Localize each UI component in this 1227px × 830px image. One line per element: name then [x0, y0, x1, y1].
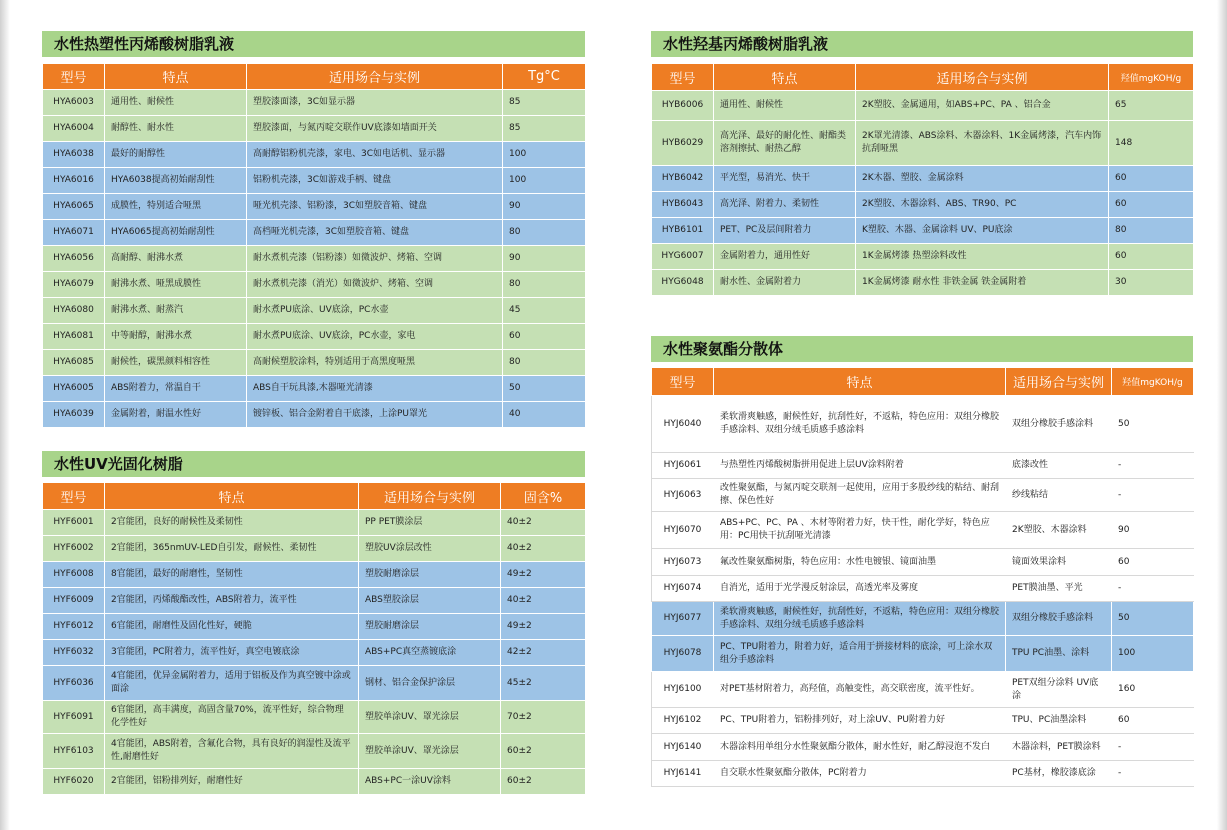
table-row — [652, 761, 1194, 787]
model-cell: HYJ6040 — [652, 396, 714, 453]
application-cell: 2K塑胶、金属通用，如ABS+PC、PA 、铝合金 — [856, 91, 1109, 121]
features-cell: 自交联水性聚氨酯分散体，PC附着力 — [714, 761, 1006, 787]
application-cell: 塑胶耐磨涂层 — [359, 614, 501, 640]
application-cell: ABS+PC一涂UV涂料 — [359, 769, 501, 795]
table-row — [652, 218, 1194, 244]
features-cell: 4官能团，ABS附着，含氟化合物，具有良好的润湿性及流平性,耐磨性好 — [105, 734, 359, 769]
section-title-uv: 水性UV光固化树脂 — [42, 451, 585, 477]
model-cell: HYJ6074 — [652, 576, 714, 602]
table-row — [652, 602, 1194, 636]
table-row — [652, 91, 1194, 121]
table-row — [43, 769, 586, 795]
section-title-polyurethane: 水性聚氨酯分散体 — [651, 336, 1193, 362]
value-cell: 100 — [503, 142, 586, 168]
value-cell: 80 — [503, 220, 586, 246]
application-cell: 纱线粘结 — [1006, 479, 1112, 512]
model-cell: HYA6085 — [43, 350, 105, 376]
features-cell: 4官能团，优异金属附着力，适用于铝板及作为真空镀中涂或面涂 — [105, 666, 359, 701]
application-cell: 耐水煮PU底涂、UV底涂，PC水壶 — [247, 298, 503, 324]
table-row — [43, 168, 586, 194]
application-cell: 底漆改性 — [1006, 453, 1112, 479]
value-cell: 85 — [503, 116, 586, 142]
table-row — [43, 536, 586, 562]
table-row — [652, 396, 1194, 453]
features-cell: 柔软滑爽触感，耐候性好，抗刮性好，不返粘，特色应用：双组分橡胶手感涂料、双组分绒毛质感手感涂料 — [714, 602, 1006, 636]
application-cell: 高档哑光机壳漆，3C如塑胶音箱、键盘 — [247, 220, 503, 246]
value-cell: 60 — [1109, 244, 1194, 270]
value-cell: - — [1112, 576, 1194, 602]
features-cell: 2官能团，铝粉排列好，耐磨性好 — [105, 769, 359, 795]
header-applications: 适用场合与实例 — [359, 483, 501, 510]
value-cell: 40±2 — [501, 536, 586, 562]
features-cell: 6官能团，耐磨性及固化性好，硬脆 — [105, 614, 359, 640]
header-model: 型号 — [43, 483, 105, 510]
application-cell: 塑胶UV涂层改性 — [359, 536, 501, 562]
value-cell: 40±2 — [501, 588, 586, 614]
model-cell: HYF6002 — [43, 536, 105, 562]
table-row — [43, 116, 586, 142]
model-cell: HYJ6102 — [652, 708, 714, 734]
application-cell: 钢材、铝合金保护涂层 — [359, 666, 501, 701]
table-row — [43, 614, 586, 640]
features-cell: 2官能团，丙烯酸酯改性，ABS附着力，流平性 — [105, 588, 359, 614]
model-cell: HYF6009 — [43, 588, 105, 614]
table-row — [43, 510, 586, 536]
application-cell: 塑胶单涂UV、罩光涂层 — [359, 734, 501, 769]
model-cell: HYA6016 — [43, 168, 105, 194]
features-cell: 2官能团，365nmUV-LED自引发，耐候性、柔韧性 — [105, 536, 359, 562]
model-cell: HYA6039 — [43, 402, 105, 428]
application-cell: 镀锌板、铝合金附着自干底漆，上涂PU罩光 — [247, 402, 503, 428]
model-cell: HYJ6063 — [652, 479, 714, 512]
features-cell: 对PET基材附着力，高羟值，高触变性，高交联密度，流平性好。 — [714, 672, 1006, 708]
features-cell: 3官能团，PC附着力，流平性好，真空电镀底涂 — [105, 640, 359, 666]
features-cell: ABS+PC、PC、PA 、木材等附着力好，快干性，耐化学好，特色应用：PC用快干抗刮哑光清漆 — [714, 512, 1006, 549]
value-cell: 42±2 — [501, 640, 586, 666]
application-cell: 塑胶单涂UV、罩光涂层 — [359, 701, 501, 734]
value-cell: 65 — [1109, 91, 1194, 121]
features-cell: 自消光，适用于光学漫反射涂层，高透光率及雾度 — [714, 576, 1006, 602]
value-cell: 40 — [503, 402, 586, 428]
features-cell: 8官能团，最好的耐磨性，坚韧性 — [105, 562, 359, 588]
application-cell: 铝粉机壳漆，3C如游戏手柄、键盘 — [247, 168, 503, 194]
table-row — [652, 166, 1194, 192]
header-features: 特点 — [105, 64, 247, 90]
application-cell: 哑光机壳漆、铝粉漆，3C如塑胶音箱、键盘 — [247, 194, 503, 220]
section-title-hydroxy: 水性羟基丙烯酸树脂乳液 — [651, 31, 1193, 57]
features-cell: PC、TPU附着力，附着力好，适合用于拼接材料的底涂，可上涂水双组分手感涂料 — [714, 636, 1006, 672]
table-row — [43, 142, 586, 168]
value-cell: 85 — [503, 90, 586, 116]
table-hydroxy — [651, 63, 1194, 296]
model-cell: HYJ6061 — [652, 453, 714, 479]
features-cell: 耐候性，碳黑颜料相容性 — [105, 350, 247, 376]
table-row — [43, 272, 586, 298]
value-cell: 90 — [1112, 512, 1194, 549]
application-cell: PC基材，橡胶漆底涂 — [1006, 761, 1112, 787]
model-cell: HYA6003 — [43, 90, 105, 116]
features-cell: 金属附着，耐温水性好 — [105, 402, 247, 428]
value-cell: 80 — [503, 272, 586, 298]
header-features: 特点 — [714, 64, 856, 91]
table-row — [652, 453, 1194, 479]
model-cell: HYB6043 — [652, 192, 714, 218]
features-cell: 6官能团，高丰满度，高固含量70%，流平性好，综合物理化学性好 — [105, 701, 359, 734]
header-model: 型号 — [43, 64, 105, 90]
header-hydroxyl-value: 羟值mgKOH/g — [1109, 64, 1194, 91]
table-row — [652, 672, 1194, 708]
application-cell: TPU、PC油墨涂料 — [1006, 708, 1112, 734]
model-cell: HYJ6078 — [652, 636, 714, 672]
model-cell: HYA6081 — [43, 324, 105, 350]
value-cell: 50 — [503, 376, 586, 402]
table-row — [652, 244, 1194, 270]
table-row — [652, 121, 1194, 166]
model-cell: HYB6029 — [652, 121, 714, 166]
value-cell: - — [1112, 734, 1194, 761]
features-cell: HYA6065提高初始耐刮性 — [105, 220, 247, 246]
features-cell: 通用性、耐候性 — [714, 91, 856, 121]
application-cell: 2K罩光清漆、ABS涂料、木器涂料、1K金属烤漆，汽车内饰抗刮哑黑 — [856, 121, 1109, 166]
features-cell: 成膜性，特别适合哑黑 — [105, 194, 247, 220]
features-cell: 耐醇性、耐水性 — [105, 116, 247, 142]
model-cell: HYF6036 — [43, 666, 105, 701]
application-cell: 木器涂料，PET膜涂料 — [1006, 734, 1112, 761]
table-row — [43, 562, 586, 588]
features-cell: 高光泽、最好的耐化性、耐酯类溶剂擦拭、耐热乙醇 — [714, 121, 856, 166]
model-cell: HYA6079 — [43, 272, 105, 298]
value-cell: 160 — [1112, 672, 1194, 708]
model-cell: HYA6004 — [43, 116, 105, 142]
features-cell: 中等耐醇，耐沸水煮 — [105, 324, 247, 350]
application-cell: PET膜油墨、平光 — [1006, 576, 1112, 602]
features-cell: 耐沸水煮、耐蒸汽 — [105, 298, 247, 324]
application-cell: 1K金属烤漆 热塑涂料改性 — [856, 244, 1109, 270]
model-cell: HYB6042 — [652, 166, 714, 192]
table-row — [43, 734, 586, 769]
application-cell: 镜面效果涂料 — [1006, 549, 1112, 576]
table-row — [43, 701, 586, 734]
model-cell: HYB6101 — [652, 218, 714, 244]
header-features: 特点 — [714, 368, 1006, 396]
application-cell: 2K木器、塑胶、金属涂料 — [856, 166, 1109, 192]
model-cell: HYF6091 — [43, 701, 105, 734]
model-cell: HYA6065 — [43, 194, 105, 220]
value-cell: 45±2 — [501, 666, 586, 701]
application-cell: 塑胶漆面漆，3C如显示器 — [247, 90, 503, 116]
model-cell: HYA6080 — [43, 298, 105, 324]
application-cell: TPU PC油墨、涂料 — [1006, 636, 1112, 672]
value-cell: 148 — [1109, 121, 1194, 166]
value-cell: - — [1112, 761, 1194, 787]
model-cell: HYJ6070 — [652, 512, 714, 549]
header-model: 型号 — [652, 64, 714, 91]
section-title-thermoplastic: 水性热塑性丙烯酸树脂乳液 — [42, 31, 585, 57]
application-cell: 2K塑胶、木器涂料、ABS、TR90、PC — [856, 192, 1109, 218]
table-row — [43, 402, 586, 428]
features-cell: 高光泽、附着力、柔韧性 — [714, 192, 856, 218]
header-model: 型号 — [652, 368, 714, 396]
value-cell: 60 — [1112, 708, 1194, 734]
model-cell: HYF6032 — [43, 640, 105, 666]
table-row — [43, 220, 586, 246]
value-cell: 60 — [1112, 549, 1194, 576]
header-hydroxyl-value: 羟值mgKOH/g — [1112, 368, 1194, 396]
application-cell: 耐水煮机壳漆（铝粉漆）如微波炉、烤箱、空调 — [247, 246, 503, 272]
table-row — [43, 324, 586, 350]
model-cell: HYJ6100 — [652, 672, 714, 708]
application-cell: PP PET膜涂层 — [359, 510, 501, 536]
value-cell: 80 — [503, 350, 586, 376]
model-cell: HYF6103 — [43, 734, 105, 769]
value-cell: - — [1112, 453, 1194, 479]
value-cell: 40±2 — [501, 510, 586, 536]
value-cell: 90 — [503, 194, 586, 220]
application-cell: ABS塑胶涂层 — [359, 588, 501, 614]
value-cell: 30 — [1109, 270, 1194, 296]
features-cell: 与热塑性丙烯酸树脂拼用促进上层UV涂料附着 — [714, 453, 1006, 479]
table-polyurethane — [651, 367, 1194, 787]
features-cell: ABS附着力，常温自干 — [105, 376, 247, 402]
application-cell: 塑胶耐磨涂层 — [359, 562, 501, 588]
table-row — [43, 588, 586, 614]
table-row — [652, 270, 1194, 296]
table-row — [43, 376, 586, 402]
table-row — [43, 350, 586, 376]
table-row — [652, 512, 1194, 549]
value-cell: 49±2 — [501, 614, 586, 640]
features-cell: 最好的耐醇性 — [105, 142, 247, 168]
application-cell: 高耐候塑胶涂料，特别适用于高黑度哑黑 — [247, 350, 503, 376]
features-cell: 金属附着力，通用性好 — [714, 244, 856, 270]
table-row — [43, 194, 586, 220]
header-solids: 固含% — [501, 483, 586, 510]
model-cell: HYJ6141 — [652, 761, 714, 787]
table-row — [652, 192, 1194, 218]
application-cell: ABS+PC真空蒸镀底涂 — [359, 640, 501, 666]
application-cell: PET双组分涂料 UV底涂 — [1006, 672, 1112, 708]
table-row — [652, 479, 1194, 512]
features-cell: 高耐醇、耐沸水煮 — [105, 246, 247, 272]
features-cell: 耐水性、金属附着力 — [714, 270, 856, 296]
header-applications: 适用场合与实例 — [247, 64, 503, 90]
table-uv — [42, 482, 586, 795]
model-cell: HYJ6073 — [652, 549, 714, 576]
table-row — [652, 576, 1194, 602]
model-cell: HYF6001 — [43, 510, 105, 536]
features-cell: 改性聚氨酯，与氮丙啶交联剂一起使用，应用于多股纱线的粘结、耐刮擦、保色性好 — [714, 479, 1006, 512]
table-row — [43, 666, 586, 701]
application-cell: 耐水煮机壳漆（消光）如微波炉、烤箱、空调 — [247, 272, 503, 298]
application-cell: 双组分橡胶手感涂料 — [1006, 396, 1112, 453]
features-cell: 2官能团，良好的耐候性及柔韧性 — [105, 510, 359, 536]
value-cell: 50 — [1112, 396, 1194, 453]
value-cell: 49±2 — [501, 562, 586, 588]
value-cell: 60 — [503, 324, 586, 350]
application-cell: 耐水煮PU底涂、UV底涂，PC水壶，家电 — [247, 324, 503, 350]
value-cell: 45 — [503, 298, 586, 324]
table-row — [652, 708, 1194, 734]
value-cell: 70±2 — [501, 701, 586, 734]
table-row — [43, 640, 586, 666]
model-cell: HYJ6077 — [652, 602, 714, 636]
application-cell: 双组分橡胶手感涂料 — [1006, 602, 1112, 636]
application-cell: 1K金属烤漆 耐水性 非铁金属 铁金属附着 — [856, 270, 1109, 296]
header-applications: 适用场合与实例 — [1006, 368, 1112, 396]
features-cell: PET、PC及层间附着力 — [714, 218, 856, 244]
table-row — [652, 636, 1194, 672]
features-cell: 柔软滑爽触感，耐候性好，抗刮性好，不返粘，特色应用：双组分橡胶手感涂料、双组分绒毛质感手感涂料 — [714, 396, 1006, 453]
table-row — [43, 246, 586, 272]
table-row — [43, 90, 586, 116]
value-cell: 60±2 — [501, 734, 586, 769]
features-cell: HYA6038提高初始耐刮性 — [105, 168, 247, 194]
application-cell: ABS自干玩具漆,木器哑光清漆 — [247, 376, 503, 402]
model-cell: HYB6006 — [652, 91, 714, 121]
header-applications: 适用场合与实例 — [856, 64, 1109, 91]
application-cell: 塑胶漆面，与氮丙啶交联作UV底漆如墙面开关 — [247, 116, 503, 142]
header-tg: Tg°C — [503, 64, 586, 90]
model-cell: HYA6005 — [43, 376, 105, 402]
model-cell: HYJ6140 — [652, 734, 714, 761]
features-cell: 平光型，易消光、快干 — [714, 166, 856, 192]
features-cell: PC、TPU附着力，铝粉排列好，对上涂UV、PU附着力好 — [714, 708, 1006, 734]
model-cell: HYA6056 — [43, 246, 105, 272]
value-cell: 50 — [1112, 602, 1194, 636]
features-cell: 氟改性聚氨酯树脂，特色应用：水性电镀银、镜面油墨 — [714, 549, 1006, 576]
features-cell: 耐沸水煮、哑黑成膜性 — [105, 272, 247, 298]
model-cell: HYG6007 — [652, 244, 714, 270]
header-features: 特点 — [105, 483, 359, 510]
features-cell: 通用性、耐候性 — [105, 90, 247, 116]
features-cell: 木器涂料用单组分水性聚氨酯分散体，耐水性好，耐乙醇浸泡不发白 — [714, 734, 1006, 761]
application-cell: 2K塑胶、木器涂料 — [1006, 512, 1112, 549]
value-cell: 60 — [1109, 166, 1194, 192]
model-cell: HYA6038 — [43, 142, 105, 168]
model-cell: HYA6071 — [43, 220, 105, 246]
value-cell: 60 — [1109, 192, 1194, 218]
value-cell: 100 — [1112, 636, 1194, 672]
table-thermoplastic — [42, 63, 586, 428]
table-row — [652, 734, 1194, 761]
value-cell: 90 — [503, 246, 586, 272]
right-page-shadow — [1217, 0, 1227, 830]
application-cell: 高耐醇铝粉机壳漆，家电、3C如电话机、显示器 — [247, 142, 503, 168]
table-row — [652, 549, 1194, 576]
model-cell: HYF6012 — [43, 614, 105, 640]
value-cell: - — [1112, 479, 1194, 512]
value-cell: 100 — [503, 168, 586, 194]
left-page-shadow — [0, 0, 10, 830]
value-cell: 80 — [1109, 218, 1194, 244]
value-cell: 60±2 — [501, 769, 586, 795]
model-cell: HYG6048 — [652, 270, 714, 296]
application-cell: K塑胶、木器、金属涂料 UV、PU底涂 — [856, 218, 1109, 244]
table-row — [43, 298, 586, 324]
model-cell: HYF6008 — [43, 562, 105, 588]
model-cell: HYF6020 — [43, 769, 105, 795]
